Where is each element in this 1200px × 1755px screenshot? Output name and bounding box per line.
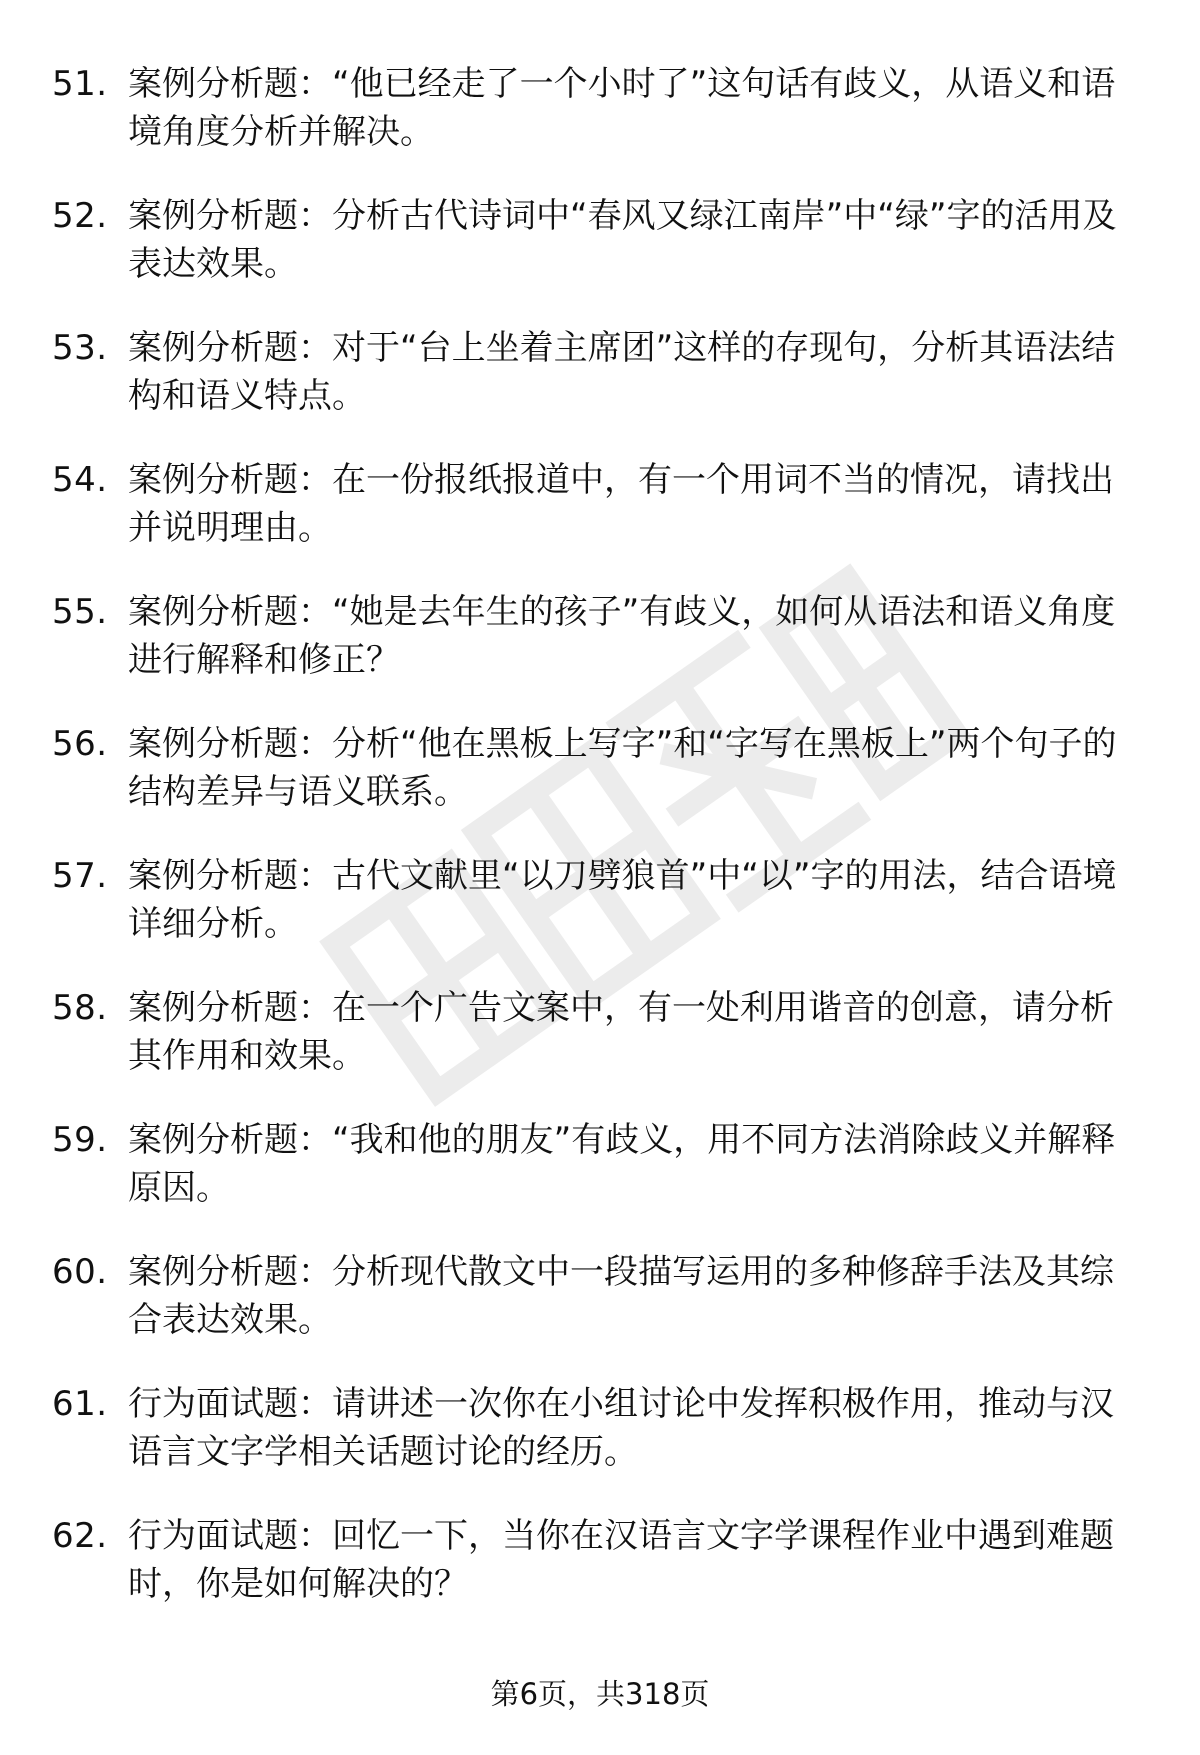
question-number: 55.: [52, 592, 108, 632]
question-number: 58.: [52, 988, 108, 1028]
question-item-62: [52, 1512, 1142, 1644]
question-text: 案例分析题：“我和他的朋友”有歧义，用不同方法消除歧义并解释原因。: [128, 1120, 1116, 1208]
question-text: 案例分析题：分析“他在黑板上写字”和“字写在黑板上”两个句子的结构差异与语义联系。: [128, 724, 1117, 812]
question-text: 案例分析题：对于“台上坐着主席团”这样的存现句，分析其语法结构和语义特点。: [128, 328, 1116, 416]
question-item-52: [52, 192, 1142, 324]
question-text: 案例分析题：在一份报纸报道中，有一个用词不当的情况，请找出并说明理由。: [128, 460, 1114, 548]
question-text: 案例分析题：分析古代诗词中“春风又绿江南岸”中“绿”字的活用及表达效果。: [128, 196, 1117, 284]
question-item-53: [52, 324, 1142, 456]
question-item-61: [52, 1380, 1142, 1512]
question-number: 54.: [52, 460, 108, 500]
question-number: 52.: [52, 196, 108, 236]
question-number: 57.: [52, 856, 108, 896]
question-item-55: [52, 588, 1142, 720]
question-text: 案例分析题：分析现代散文中一段描写运用的多种修辞手法及其综合表达效果。: [128, 1252, 1114, 1340]
question-item-60: [52, 1248, 1142, 1380]
question-text: 案例分析题：“他已经走了一个小时了”这句话有歧义，从语义和语境角度分析并解决。: [128, 64, 1116, 152]
question-item-51: [52, 60, 1142, 192]
question-number: 51.: [52, 64, 108, 104]
page-footer: 第6页，共318页: [490, 1677, 710, 1711]
question-item-54: [52, 456, 1142, 588]
question-item-56: [52, 720, 1142, 852]
question-number: 53.: [52, 328, 108, 368]
question-number: 56.: [52, 724, 108, 764]
question-item-57: [52, 852, 1142, 984]
question-text: 行为面试题：回忆一下，当你在汉语言文字学课程作业中遇到难题时，你是如何解决的？: [128, 1516, 1114, 1604]
question-text: 案例分析题：在一个广告文案中，有一处利用谐音的创意，请分析其作用和效果。: [128, 988, 1114, 1076]
question-list: [52, 60, 1142, 1644]
question-text: 案例分析题：“她是去年生的孩子”有歧义，如何从语法和语义角度进行解释和修正？: [128, 592, 1116, 680]
question-number: 60.: [52, 1252, 108, 1292]
question-number: 59.: [52, 1120, 108, 1160]
question-text: 行为面试题：请讲述一次你在小组讨论中发挥积极作用，推动与汉语言文字学相关话题讨论的经历。: [128, 1384, 1114, 1472]
question-item-58: [52, 984, 1142, 1116]
question-number: 61.: [52, 1384, 108, 1424]
question-text: 案例分析题：古代文献里“以刀劈狼首”中“以”字的用法，结合语境详细分析。: [128, 856, 1117, 944]
question-number: 62.: [52, 1516, 108, 1556]
question-item-59: [52, 1116, 1142, 1248]
